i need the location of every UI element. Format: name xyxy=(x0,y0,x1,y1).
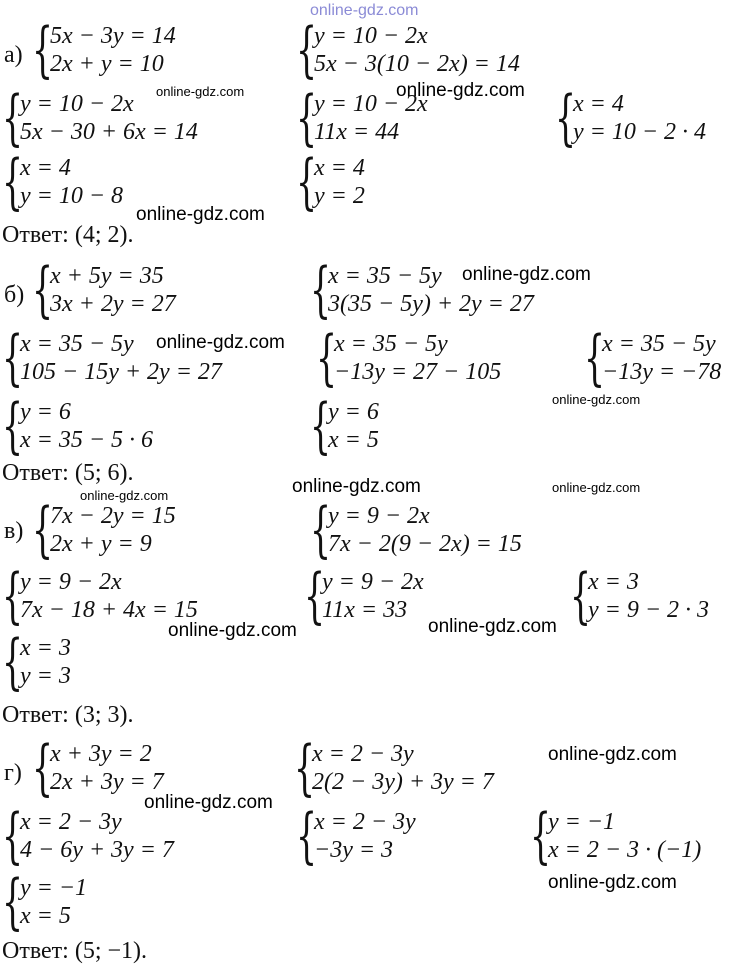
brace-icon: { xyxy=(294,733,316,803)
brace-icon: { xyxy=(316,323,338,393)
equation: x = 35 − 5 · 6 xyxy=(20,427,154,453)
section-d-system-2 xyxy=(294,733,494,803)
equation: y = 10 − 2x xyxy=(20,91,134,117)
brace-icon: { xyxy=(2,867,24,937)
section-d-system-6 xyxy=(2,867,88,937)
section-d-label: г) xyxy=(4,760,22,786)
brace-icon: { xyxy=(2,147,24,217)
equation: x = 5 xyxy=(20,903,71,929)
section-b-system-5 xyxy=(584,323,722,393)
equation: 2(2 − 3y) + 3y = 7 xyxy=(312,769,494,795)
watermark: online-gdz.com xyxy=(552,480,641,495)
equation: 7x − 18 + 4x = 15 xyxy=(20,597,198,623)
brace-icon: { xyxy=(2,391,24,461)
equation: y = 9 − 2x xyxy=(20,569,122,595)
equation: 3x + 2y = 27 xyxy=(50,291,176,317)
brace-icon: { xyxy=(296,15,318,85)
equation: y = 10 − 8 xyxy=(20,183,124,209)
equation: y = 10 − 2 · 4 xyxy=(573,119,707,145)
equation: x = 35 − 5y xyxy=(20,331,134,357)
equation: y = −1 xyxy=(20,875,88,901)
section-d-system-4 xyxy=(296,801,416,871)
brace-icon: { xyxy=(310,391,332,461)
brace-icon: { xyxy=(530,801,552,871)
section-a-label: а) xyxy=(4,42,23,68)
section-c-system-5 xyxy=(570,561,710,631)
watermark: online-gdz.com xyxy=(552,392,641,407)
brace-icon: { xyxy=(296,147,318,217)
equation: x = 3 xyxy=(20,635,71,661)
watermark: online-gdz.com xyxy=(548,872,677,893)
section-a-system-1 xyxy=(32,15,176,85)
equation: x = 35 − 5y xyxy=(328,263,442,289)
equation: 7x − 2y = 15 xyxy=(50,503,176,529)
watermark: online-gdz.com xyxy=(428,616,557,637)
equation: y = 10 − 2x xyxy=(314,23,428,49)
brace-icon: { xyxy=(32,733,54,803)
equation: −13y = 27 − 105 xyxy=(334,359,502,385)
equation: x = 5 xyxy=(328,427,379,453)
section-b-system-1 xyxy=(32,255,176,325)
equation: 7x − 2(9 − 2x) = 15 xyxy=(328,531,522,557)
brace-icon: { xyxy=(32,255,54,325)
brace-icon: { xyxy=(310,495,332,565)
equation: x = 2 − 3y xyxy=(20,809,122,835)
brace-icon: { xyxy=(310,255,332,325)
equation: y = 6 xyxy=(328,399,379,425)
section-c-system-4 xyxy=(304,561,424,631)
brace-icon: { xyxy=(584,323,606,393)
equation: y = 9 − 2x xyxy=(328,503,430,529)
watermark: online-gdz.com xyxy=(136,204,265,225)
section-b-system-7 xyxy=(310,391,379,461)
watermark: online-gdz.com xyxy=(144,792,273,813)
watermark-top: online-gdz.com xyxy=(310,2,419,19)
section-c-label: в) xyxy=(4,518,24,544)
watermark: online-gdz.com xyxy=(396,80,525,101)
equation: x = 2 − 3y xyxy=(314,809,416,835)
brace-icon: { xyxy=(32,495,54,565)
equation: y = −1 xyxy=(548,809,616,835)
brace-icon: { xyxy=(555,83,577,153)
equation: y = 9 − 2x xyxy=(322,569,424,595)
equation: −3y = 3 xyxy=(314,837,394,863)
section-d-system-5 xyxy=(530,801,702,871)
watermark: online-gdz.com xyxy=(292,476,421,497)
equation: x = 2 − 3 · (−1) xyxy=(548,837,702,863)
equation: y = 2 xyxy=(314,183,365,209)
equation: x + 5y = 35 xyxy=(50,263,164,289)
equation: 2x + y = 10 xyxy=(50,51,164,77)
equation: x = 4 xyxy=(20,155,71,181)
equation: x = 3 xyxy=(588,569,639,595)
brace-icon: { xyxy=(296,83,318,153)
section-a-system-6 xyxy=(2,147,124,217)
equation: x = 35 − 5y xyxy=(334,331,448,357)
watermark: online-gdz.com xyxy=(462,264,591,285)
equation: 2x + y = 9 xyxy=(50,531,152,557)
equation: y = 10 − 2x xyxy=(314,91,428,117)
section-b-system-4 xyxy=(316,323,502,393)
watermark: online-gdz.com xyxy=(156,332,285,353)
section-c-system-3 xyxy=(2,561,198,631)
equation: x = 4 xyxy=(314,155,365,181)
section-c-system-6 xyxy=(2,627,71,697)
brace-icon: { xyxy=(2,323,24,393)
equation: 2x + 3y = 7 xyxy=(50,769,164,795)
equation: x = 35 − 5y xyxy=(602,331,716,357)
equation: 11x = 33 xyxy=(322,597,408,623)
brace-icon: { xyxy=(570,561,592,631)
equation: 4 − 6y + 3y = 7 xyxy=(20,837,174,863)
brace-icon: { xyxy=(2,83,24,153)
equation: x = 4 xyxy=(573,91,624,117)
section-a-system-2 xyxy=(296,15,520,85)
section-a-system-5 xyxy=(555,83,707,153)
equation: 105 − 15y + 2y = 27 xyxy=(20,359,222,385)
section-c-system-2 xyxy=(310,495,522,565)
section-d-system-1 xyxy=(32,733,164,803)
equation: 3(35 − 5y) + 2y = 27 xyxy=(328,291,534,317)
section-a-answer: Ответ: (4; 2). xyxy=(2,222,134,248)
watermark: online-gdz.com xyxy=(80,488,169,503)
brace-icon: { xyxy=(2,561,24,631)
equation: y = 9 − 2 · 3 xyxy=(588,597,710,623)
section-a-system-7 xyxy=(296,147,365,217)
section-b-system-6 xyxy=(2,391,154,461)
equation: x = 2 − 3y xyxy=(312,741,414,767)
equation: y = 3 xyxy=(20,663,71,689)
equation: 5x − 3(10 − 2x) = 14 xyxy=(314,51,520,77)
section-c-answer: Ответ: (3; 3). xyxy=(2,702,134,728)
section-d-answer: Ответ: (5; −1). xyxy=(2,938,148,964)
section-b-answer: Ответ: (5; 6). xyxy=(2,460,134,486)
equation: y = 6 xyxy=(20,399,71,425)
equation: 11x = 44 xyxy=(314,119,400,145)
equation: 5x − 30 + 6x = 14 xyxy=(20,119,198,145)
section-b-label: б) xyxy=(4,282,25,308)
equation: 5x − 3y = 14 xyxy=(50,23,176,49)
equation: −13y = −78 xyxy=(602,359,722,385)
brace-icon: { xyxy=(2,801,24,871)
brace-icon: { xyxy=(304,561,326,631)
equation: x + 3y = 2 xyxy=(50,741,152,767)
brace-icon: { xyxy=(2,627,24,697)
watermark: online-gdz.com xyxy=(168,620,297,641)
section-d-system-3 xyxy=(2,801,174,871)
brace-icon: { xyxy=(32,15,54,85)
watermark: online-gdz.com xyxy=(548,744,677,765)
watermark: online-gdz.com xyxy=(156,84,245,99)
brace-icon: { xyxy=(296,801,318,871)
